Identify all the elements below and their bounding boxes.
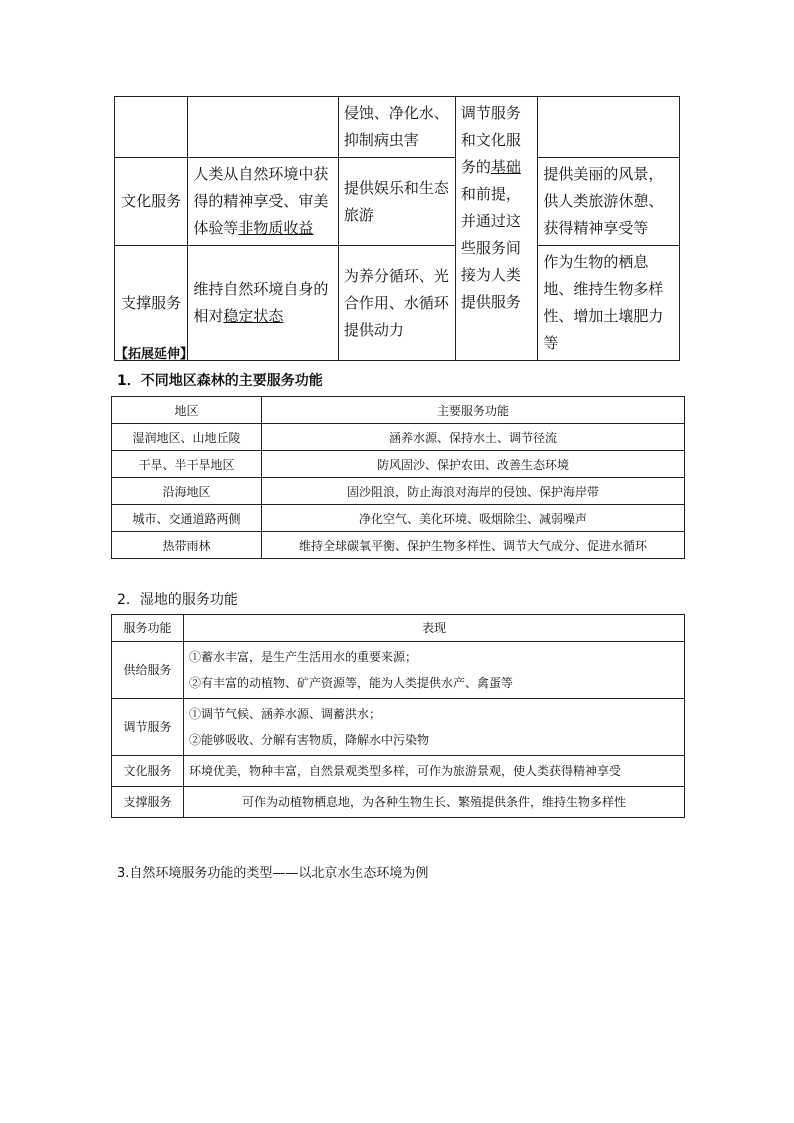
column-header: 服务功能 (112, 615, 184, 642)
cell-text: 调节服务和文化服务的 (460, 104, 521, 176)
underlined-term: 基础 (490, 158, 521, 176)
cell-line: 可作为动植物栖息地，为各种生物生长、繁殖提供条件，维持生物多样性 (241, 795, 626, 809)
table-cell (184, 699, 685, 756)
ecosystem-services-table (114, 96, 680, 361)
table-cell: 涵养水源、保持水土、调节径流 (262, 424, 685, 451)
table-cell: 为养分循环、光合作用、水循环提供动力 (338, 246, 455, 361)
heading-forest: 1．不同地区森林的主要服务功能 (117, 373, 323, 389)
table-cell: 干旱、半干旱地区 (112, 451, 262, 478)
row-label: 调节服务 (112, 699, 184, 756)
table-cell (188, 97, 339, 158)
table-cell: 提供娱乐和生态旅游 (338, 158, 455, 246)
table-cell: 维持全球碳氧平衡、保护生物多样性、调节大气成分、促进水循环 (262, 532, 685, 559)
row-label: 文化服务 (115, 158, 188, 246)
row-label: 供给服务 (112, 642, 184, 699)
table-cell (115, 97, 188, 158)
section-title: 【拓展延伸】 (115, 347, 194, 362)
table-cell (538, 97, 680, 158)
table-cell: 侵蚀、净化水、抑制病虫害 (338, 97, 455, 158)
cell-line: ①蓄水丰富，是生产生活用水的重要来源； (189, 650, 418, 664)
table-cell: 防风固沙、保护农田、改善生态环境 (262, 451, 685, 478)
row-label: 文化服务 (112, 756, 184, 787)
column-header: 表现 (184, 615, 685, 642)
row-label: 支撑服务 (112, 787, 184, 818)
table-cell (188, 246, 339, 361)
cell-line: ①调节气候、涵养水源、调蓄洪水； (189, 707, 382, 721)
cell-text: 和前提，并通过这些服务间接为人类提供服务 (460, 185, 521, 311)
column-header: 地区 (112, 397, 262, 424)
cell-line: ②有丰富的动植物、矿产资源等，能为人类提供水产、禽蛋等 (189, 676, 514, 690)
cell-line: ②能够吸收、分解有害物质，降解水中污染物 (189, 733, 430, 747)
table-cell: 固沙阻浪，防止海浪对海岸的侵蚀、保护海岸带 (262, 478, 685, 505)
row-label: 支撑服务 (115, 246, 188, 361)
cell-text: 维持自然环境自身的相对 (193, 280, 329, 325)
underlined-term: 稳定状态 (223, 307, 284, 325)
table-cell: 提供美丽的风景，供人类旅游休憩、获得精神享受等 (538, 158, 680, 246)
table-cell (184, 787, 685, 818)
heading-wetland: 2．湿地的服务功能 (117, 592, 238, 608)
table-cell-merged (455, 97, 537, 361)
table-cell (188, 158, 339, 246)
column-header: 主要服务功能 (262, 397, 685, 424)
table-cell: 作为生物的栖息地、维持生物多样性、增加土壤肥力等 (538, 246, 680, 361)
table-cell: 湿润地区、山地丘陵 (112, 424, 262, 451)
underlined-term: 非物质收益 (238, 219, 314, 237)
table-cell: 沿海地区 (112, 478, 262, 505)
cell-text: 人类从自然环境中获得的精神享受、审美体验等 (193, 165, 329, 237)
heading-beijing: 3.自然环境服务功能的类型——以北京水生态环境为例 (117, 866, 429, 881)
table-cell: 城市、交通道路两侧 (112, 505, 262, 532)
table-cell (184, 642, 685, 699)
forest-services-table (111, 396, 685, 559)
table-cell: 净化空气、美化环境、吸烟除尘、减弱噪声 (262, 505, 685, 532)
wetland-services-table (111, 614, 685, 818)
table-cell (184, 756, 685, 787)
cell-line: 环境优美，物种丰富，自然景观类型多样，可作为旅游景观，使人类获得精神享受 (189, 764, 622, 778)
table-cell: 热带雨林 (112, 532, 262, 559)
